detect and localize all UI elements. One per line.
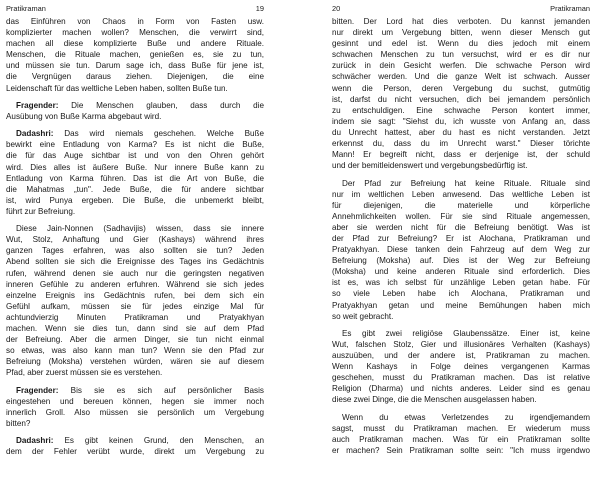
line-text: bitten. Der Lord hat dies verboten. Du kannst jemanden: [332, 17, 590, 26]
text-line: [6, 290, 264, 301]
text-line: [6, 162, 264, 173]
line-text: Befreiung (Moksha) verstehen würden, wären sie auf diesem: [6, 357, 264, 367]
text-line: [332, 300, 590, 311]
running-title: Pratikraman: [550, 4, 590, 13]
line-text: nur im weltlichen Leben anwesend. Das weltliche Leben ist: [332, 189, 590, 199]
text-line: [332, 277, 590, 288]
speaker-label: Dadashri:: [16, 436, 54, 446]
line-text: schwachen Menschen zu tun versuchst, wird er es dir nur: [332, 50, 590, 60]
text-line: [6, 111, 264, 122]
text-line: [6, 435, 264, 446]
line-text: so viele Leben habe ich Alochana, Pratikraman und: [332, 289, 590, 299]
text-line: [332, 211, 590, 222]
text-line: [332, 149, 590, 160]
text-line: [6, 206, 264, 217]
text-line: [6, 334, 264, 345]
line-text: schwächer werden. Und die ganze Welt ist schwach. Ausser: [332, 72, 590, 82]
line-text: Bis sie es sich auf persönlicher Basis: [58, 385, 264, 395]
text-line: [6, 223, 264, 234]
line-text: erkennst du, dass du im Unrecht warst." Dieser törichte: [332, 139, 590, 149]
line-text: Diese Jain-Nonnen (Sadhavijis) wissen, dass sie innere: [16, 224, 264, 234]
text-line: [6, 345, 264, 356]
text-line: [332, 94, 590, 105]
line-text: so etwas, was also kann man tun? Wenn sie den Pfad zur: [6, 346, 264, 356]
text-line: [332, 83, 590, 94]
page-body: [332, 16, 590, 456]
page-body: [6, 16, 264, 457]
text-line: [332, 189, 590, 200]
line-text: für diejenigen, die materielle und körperliche: [332, 200, 590, 210]
line-text: nur direkt um Vergebung bitten, wenn dieser Mensch gut: [332, 28, 590, 38]
line-text: inneren Gefühle zu anderen erfuhren. Während sie sich jedes: [6, 279, 264, 289]
page-number: 20: [332, 4, 341, 13]
line-text: gesinnt und edel ist. Wenn du dies jedoch mit einem: [332, 39, 590, 49]
line-text: Gefühl aufkam, müssen sie für jedes einzige Mal für: [6, 301, 264, 311]
line-text: so weit gebracht.: [332, 311, 394, 321]
text-line: [332, 105, 590, 116]
text-line: [6, 60, 264, 71]
text-line: [332, 160, 590, 171]
line-text: zu entschuldigen. Eine schwache Person kontert immer,: [332, 105, 590, 115]
left-page: [6, 0, 264, 484]
line-text: Pratyakhyan. Diese tanken dein Fahrzeug auf dem Weg zur: [332, 245, 590, 255]
line-text: Ausübung von Buße Karma abgebaut wird.: [6, 111, 162, 121]
text-line: [332, 412, 590, 423]
line-text: machen. Wenn sie dies tun, dann sind sie auf dem Pfad: [6, 324, 264, 333]
line-text: wird. Dies alles ist äußere Buße. Nur innere Buße kann zu: [6, 162, 264, 172]
line-text: komplizierter machen wollen? Menschen, die verwirrt sind,: [6, 28, 264, 38]
line-text: ist, wird Punya ergeben. Die Buße, die unbemerkt bleibt,: [6, 195, 264, 205]
line-text: ist es, was ich selbst für unzählige Leben getan habe. Für: [332, 278, 590, 288]
text-line: [332, 288, 590, 299]
text-line: [332, 311, 590, 322]
text-line: [6, 356, 264, 367]
text-line: [332, 328, 590, 339]
line-text: dem der Fehler verübt wurde, direkt um Vergebung zu: [6, 447, 264, 457]
line-text: die Mahatmas „tun". Jede Buße, die für andere sichtbar: [6, 184, 264, 194]
line-text: Wenn Kashays in Folge deines vergangenen Karmas: [332, 362, 590, 372]
line-text: geschehen, musst du Pratikraman machen. Das ist relative: [332, 373, 590, 383]
text-line: [6, 100, 264, 111]
running-title: Pratikraman: [6, 4, 46, 13]
line-text: machen all diese komplizierte Buße und andere Rituale.: [6, 39, 264, 49]
text-line: [6, 173, 264, 184]
line-text: einzelne Ereignis ins Gedächtnis rufen, bei dem sich ein: [6, 290, 264, 300]
line-text: und müssen sie tun. Darum sage ich, dass Buße für jene ist,: [6, 61, 264, 71]
text-line: [6, 418, 264, 429]
text-line: [332, 127, 590, 138]
line-text: aber sie werden nicht für die Befreiung benötigt. Was ist: [332, 222, 590, 232]
speaker-label: Fragender:: [16, 385, 59, 395]
line-text: Wenn du etwas Verletzendes zu irgendjemandem: [342, 412, 590, 422]
line-text: Pfad, aber zuerst müssen sie es verstehen.: [6, 368, 163, 378]
line-text: achtundvierzig Minuten Pratikraman und Pratyakhyan: [6, 312, 264, 322]
text-line: [332, 244, 590, 255]
text-line: [332, 16, 590, 27]
text-line: [6, 128, 264, 139]
page-number: 19: [255, 4, 264, 13]
line-text: Wut, falschen Stolz, Gier und illusionäres Verhalten (Kashays): [332, 340, 590, 349]
line-text: Mann! Er begreift nicht, dass er derjenige ist, der schuld: [332, 150, 590, 160]
line-text: Pratyakhyan getan und meine Bemühungen haben mich: [332, 300, 590, 310]
text-line: [332, 266, 590, 277]
text-line: [332, 383, 590, 394]
line-text: Es gibt keinen Grund, den Menschen, an: [53, 436, 264, 446]
line-text: wenn die Person, deren Vergebung du suchst, gutmütig: [332, 83, 590, 93]
text-line: [332, 339, 590, 350]
text-line: [332, 222, 590, 233]
text-line: [332, 116, 590, 127]
text-line: [332, 434, 590, 445]
speaker-label: Dadashri:: [16, 129, 54, 139]
text-line: [6, 312, 264, 323]
line-text: Entladung von Karma führen. Das ist die Art von Buße, die: [6, 173, 264, 183]
text-line: [6, 385, 264, 396]
text-line: [332, 27, 590, 38]
text-line: [6, 195, 264, 206]
text-line: [6, 396, 264, 407]
line-text: Abend sollten sie sich die Ereignisse des Tages ins Gedächtnis: [6, 257, 264, 267]
text-line: [332, 445, 590, 456]
line-text: ist, darfst du nicht versuchen, dich bei jemandem persönlich: [332, 94, 590, 104]
line-text: der Pfad zur Befreiung? Er ist Alochana, Pratikraman und: [332, 233, 590, 243]
text-line: [6, 71, 264, 82]
line-text: Das wird niemals geschehen. Welche Buße: [53, 129, 264, 139]
text-line: [332, 38, 590, 49]
line-text: die Vergnügen daraus ziehen. Diejenigen, die eine: [6, 72, 264, 82]
text-line: [332, 178, 590, 189]
text-line: [6, 279, 264, 290]
line-text: Der Pfad zur Befreiung hat keine Rituale. Rituale sind: [342, 178, 590, 188]
line-text: eingestehen und bereuen können, hegen sie immer noch: [6, 396, 264, 406]
line-text: du Unrecht hattest, aber du hast es nicht verstanden. Jetzt: [332, 127, 590, 137]
line-text: führt zur Befreiung.: [6, 206, 76, 216]
text-line: [332, 350, 590, 361]
text-line: [6, 38, 264, 49]
text-line: [332, 138, 590, 149]
text-line: [6, 184, 264, 195]
text-line: [6, 234, 264, 245]
line-text: und der bemitleidenswert und vergebungsbedürftig ist.: [332, 161, 528, 171]
line-text: der Befreiung. Aber die armen Dinger, sie tun nicht einmal: [6, 335, 264, 345]
text-line: [332, 49, 590, 60]
line-text: indem sie sagt: "Siehst du, ich wusste von Anfang an, dass: [332, 116, 590, 126]
line-text: auch Pratikraman machen. Was für ein Pratikraman sollte: [332, 434, 590, 444]
text-line: [6, 83, 264, 94]
text-line: [332, 423, 590, 434]
text-line: [6, 301, 264, 312]
line-text: Menschen, die Rituale machen, genießen es, sie zu tun,: [6, 50, 264, 60]
text-line: [6, 256, 264, 267]
text-line: [332, 60, 590, 71]
text-line: [6, 323, 264, 334]
line-text: sagst, musst du Pratikraman machen. Er wiederum muss: [332, 423, 590, 433]
line-text: die für das Auge sichtbar ist und von den Ohren gehört: [6, 151, 264, 161]
page-header: [332, 3, 590, 15]
line-text: Leidenschaft für das weltliche Leben haben, sollten Buße tun.: [6, 83, 228, 93]
text-line: [332, 71, 590, 82]
line-text: Die Menschen glauben, dass durch die: [58, 100, 264, 110]
line-text: Befreiung (Moksha) auf. Dies ist der Weg zur Befreiung: [332, 256, 590, 266]
text-line: [6, 245, 264, 256]
line-text: Annehmlichkeiten wollen. Für sie sind Rituale angemessen,: [332, 211, 590, 221]
line-text: bitten?: [6, 418, 31, 428]
text-line: [332, 361, 590, 372]
line-text: zurück in dein Gesicht werfen. Die schwache Person wird: [332, 61, 590, 71]
line-text: Es gibt zwei religiöse Glaubenssätze. Einer ist, keine: [342, 328, 590, 338]
line-text: auszuüben, und der andere ist, Pratikraman zu machen.: [332, 351, 590, 361]
line-text: Wut, Stolz, Anhaftung und Gier (Kashays) während ihres: [6, 235, 264, 245]
page-header: [6, 3, 264, 15]
right-page: [332, 0, 590, 484]
line-text: innerlich Groll. Also müssen sie persönlich um Vergebung: [6, 407, 264, 417]
line-text: das Einführen von Chaos in Form von Fasten usw.: [6, 17, 264, 26]
line-text: ganzen Tages erfahren, was also sollten sie tun? Jeden: [6, 246, 264, 256]
text-line: [332, 372, 590, 383]
line-text: Religion (Dharma) und nichts anderes. Leider sind es genau: [332, 384, 590, 394]
text-line: [332, 255, 590, 266]
line-text: (Moksha) und keine anderen Rituale sind erforderlich. Dies: [332, 267, 590, 277]
text-line: [6, 407, 264, 418]
line-text: rufen, während denen sie auch nur die geringsten negativen: [6, 268, 264, 278]
text-line: [6, 139, 264, 150]
text-line: [6, 49, 264, 60]
text-line: [332, 394, 590, 405]
speaker-label: Fragender:: [16, 100, 59, 110]
text-line: [6, 367, 264, 378]
text-line: [6, 27, 264, 38]
line-text: diese zwei Dinge, die die Menschen ausgelassen haben.: [332, 395, 537, 405]
text-line: [332, 233, 590, 244]
text-line: [6, 446, 264, 457]
text-line: [6, 150, 264, 161]
text-line: [6, 16, 264, 27]
line-text: bewirkt eine Entladung von Karma? Es ist nicht die Buße,: [6, 140, 264, 150]
line-text: er machen? Sein Pratikraman sollte sein: "Ich muss irgendwo: [332, 446, 590, 456]
text-line: [332, 200, 590, 211]
text-line: [6, 268, 264, 279]
